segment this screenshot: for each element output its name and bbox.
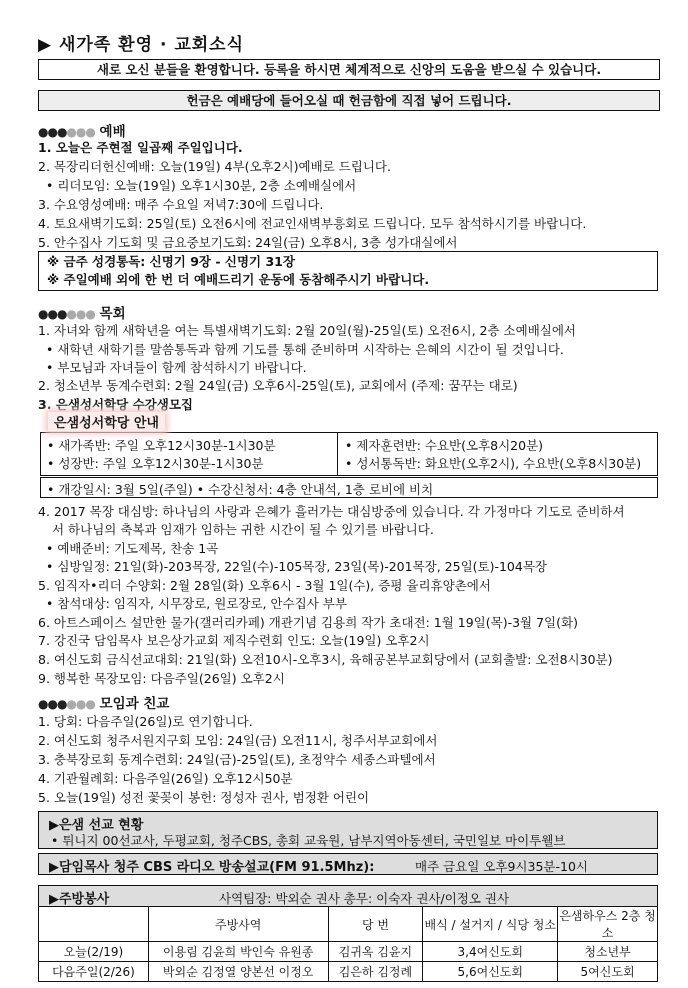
bible-school-box <box>40 412 658 500</box>
school-opening-info: • 개강일시: 3월 5일(주일) • 수강신청서: 4층 안내석, 1층 로비에 비치 <box>47 482 434 497</box>
pastoral-line-4: 2. 청소년부 동계수련회: 2월 24일(금) 오후6시-25일(토), 교회에서 (주제: 꿈꾸는 대로) <box>38 378 518 393</box>
pastoral-line-3: • 부모님과 자녀들이 함께 참석하시기 바랍니다. <box>46 360 307 375</box>
class-bible-reading: • 성서통독반: 화요반(오후2시), 수요반(오후8시30분) <box>345 456 642 471</box>
table-cell: 청소년부 <box>558 942 658 962</box>
kitchen-header <box>38 885 658 906</box>
pastoral-line-12: 6. 아트스페이스 설만한 물가(갤러리카페) 개관기념 김용희 작가 초대전: 1월 19일(목)-3월 7일(화) <box>38 615 578 630</box>
bible-school-footer <box>40 477 658 498</box>
page-title: ▶ 새가족 환영 · 교회소식 <box>38 35 245 55</box>
table-header: 주방사역 <box>148 907 328 942</box>
pastoral-line-13: 7. 강진국 담임목사 보은상가교회 제직수련회 인도: 오늘(19일) 오후2시 <box>38 633 430 648</box>
fellowship-line-4: 4. 기관월례회: 다음주일(26일) 오후12시50분 <box>38 771 293 786</box>
table-cell: 이용림 김윤희 박인숙 유원종 <box>148 942 328 962</box>
worship-line-4: 3. 수요영성예배: 매주 수요일 저녁7:30에 드립니다. <box>38 197 324 212</box>
bible-school-grid <box>40 432 658 476</box>
table-header: 은샘하우스 2층 청소 <box>558 907 658 942</box>
worship-line-6: 5. 안수집사 기도회 및 금요중보기도회: 24일(금) 오후8시, 3층 성가대실에서 <box>38 235 458 250</box>
table-header <box>39 907 149 942</box>
class-new-family: • 새가족반: 주일 오후12시30분-1시30분 <box>47 438 276 453</box>
pastoral-line-10: 5. 임직자•리더 수양회: 2월 28일(화) 오후6시 - 3월 1일(수), 증평 율리휴양촌에서 <box>38 578 491 593</box>
worship-heading: ●●●●●● 예배 <box>38 124 126 140</box>
worship-line-5: 4. 토요새벽기도회: 25일(토) 오전6시에 전교인새벽부흥회로 드립니다. 모두 참석하시기를 바랍니다. <box>38 216 587 231</box>
table-cell: 김은하 김정례 <box>328 962 423 982</box>
kitchen-table <box>38 906 658 982</box>
pastoral-line-15: 9. 행복한 목장모임: 다음주일(26일) 오후2시 <box>38 671 285 686</box>
table-header-row <box>39 907 658 942</box>
fellowship-line-3: 3. 충북장로회 동계수련회: 24일(금)-25일(토), 초정약수 세종스파텔에서 <box>38 752 436 767</box>
grid-divider <box>337 433 338 475</box>
worship-notes <box>38 251 658 291</box>
pastoral-line-1: 1. 자녀와 함께 새학년을 여는 특별새벽기도회: 2월 20일(월)-25일(토) 오전6시, 2층 소예배실에서 <box>38 323 577 338</box>
mission-title: ▶은샘 선교 현황 <box>49 818 144 833</box>
fellowship-line-1: 1. 당회: 다음주일(26일)로 연기합니다. <box>38 714 253 729</box>
table-cell: 5여신도회 <box>558 962 658 982</box>
mission-box <box>38 811 658 849</box>
pastoral-line-11: • 참석대상: 임직자, 시무장로, 원로장로, 안수집사 부부 <box>46 596 347 611</box>
fellowship-line-2: 2. 여신도회 청주서원지구회 모임: 24일(금) 오전11시, 청주서부교회에서 <box>38 733 438 748</box>
bullet-dots-icon: ●●●●●● <box>38 307 95 321</box>
class-discipleship: • 제자훈련반: 수요반(오후8시20분) <box>345 438 544 453</box>
note-extra-worship: ※ 주일예배 외에 한 번 더 예배드리기 운동에 동참해주시기 바랍니다. <box>47 272 430 287</box>
worship-line-3: • 리더모임: 오늘(19일) 오후1시30분, 2층 소예배실에서 <box>46 178 357 193</box>
pastoral-heading: ●●●●●● 목회 <box>38 306 126 322</box>
table-header: 당 번 <box>328 907 423 942</box>
offering-banner: 헌금은 예배당에 들어오실 때 헌금함에 직접 넣어 드립니다. <box>38 90 660 111</box>
pastoral-line-9: • 심방일정: 21일(화)-203목장, 22일(수)-105목장, 23일(목)-201목장, 25일(토)-104목장 <box>46 559 547 574</box>
table-cell: 3,4여신도회 <box>423 942 558 962</box>
pastoral-line-2: • 새학년 새학기를 말씀통독과 함께 기도를 통해 준비하며 시작하는 은혜의 시간이 될 것입니다. <box>46 342 564 357</box>
table-cell: 5,6여신도회 <box>423 962 558 982</box>
table-cell: 박외순 김정열 양본선 이정오 <box>148 962 328 982</box>
worship-line-1: 1. 오늘은 주현절 일곱째 주일입니다. <box>38 140 243 155</box>
bullet-dots-icon: ●●●●●● <box>38 697 95 711</box>
kitchen-title: ▶주방봉사 <box>49 892 110 907</box>
mission-list: • 튀니지 00선교사, 두평교회, 청주CBS, 총회 교육원, 남부지역아동센터, 국민일보 마이투웰브 <box>51 833 566 848</box>
bible-school-tab: 은샘성서학당 안내 <box>48 412 165 431</box>
fellowship-heading: ●●●●●● 모임과 친교 <box>38 696 170 712</box>
pastoral-line-7: 서 하나님의 축복과 임재가 임하는 귀한 시간이 될 수 있기를 바랍니다. <box>52 522 434 537</box>
welcome-banner: 새로 오신 분들을 환영합니다. 등록을 하시면 체계적으로 신앙의 도움을 받으실 수 있습니다. <box>38 59 660 80</box>
kitchen-leaders: 사역팀장: 박외순 권사 총무: 이숙자 권사/이정오 권사 <box>219 891 510 906</box>
worship-line-2: 2. 목장리더헌신예배: 오늘(19일) 4부(오후2시)예배로 드립니다. <box>38 159 391 174</box>
table-cell: 다음주일(2/26) <box>39 962 149 982</box>
table-row <box>39 962 658 982</box>
pastoral-line-5: 3. 은샘성서학당 수강생모집 <box>38 397 193 412</box>
radio-box <box>38 853 658 875</box>
class-growth: • 성장반: 주일 오후12시30분-1시30분 <box>47 456 264 471</box>
table-cell: 오늘(2/19) <box>39 942 149 962</box>
pastoral-line-14: 8. 여신도회 금식선교대회: 21일(화) 오전10시-오후3시, 육해공본부교회당에서 (교회출발: 오전8시30분) <box>38 652 613 667</box>
note-bible-reading: ※ 금주 성경통독: 신명기 9장 - 신명기 31장 <box>47 254 295 269</box>
table-cell: 김귀옥 김윤지 <box>328 942 423 962</box>
bullet-dots-icon: ●●●●●● <box>38 125 95 139</box>
radio-title: ▶담임목사 청주 CBS 라디오 방송설교(FM 91.5Mhz): <box>49 860 375 875</box>
fellowship-line-5: 5. 오늘(19일) 성전 꽃꽂이 봉헌: 정성자 권사, 범정환 어린이 <box>38 790 370 805</box>
radio-time: 매주 금요일 오후9시35분-10시 <box>415 859 588 874</box>
table-header: 배식 / 설거지 / 식당 청소 <box>423 907 558 942</box>
table-row <box>39 942 658 962</box>
pastoral-line-8: • 예배준비: 기도제목, 찬송 1곡 <box>46 541 219 556</box>
pastoral-line-6: 4. 2017 목장 대심방: 하나님의 사랑과 은혜가 흘러가는 대심방중에 있습니다. 각 가정마다 기도로 준비하셔 <box>38 504 625 519</box>
